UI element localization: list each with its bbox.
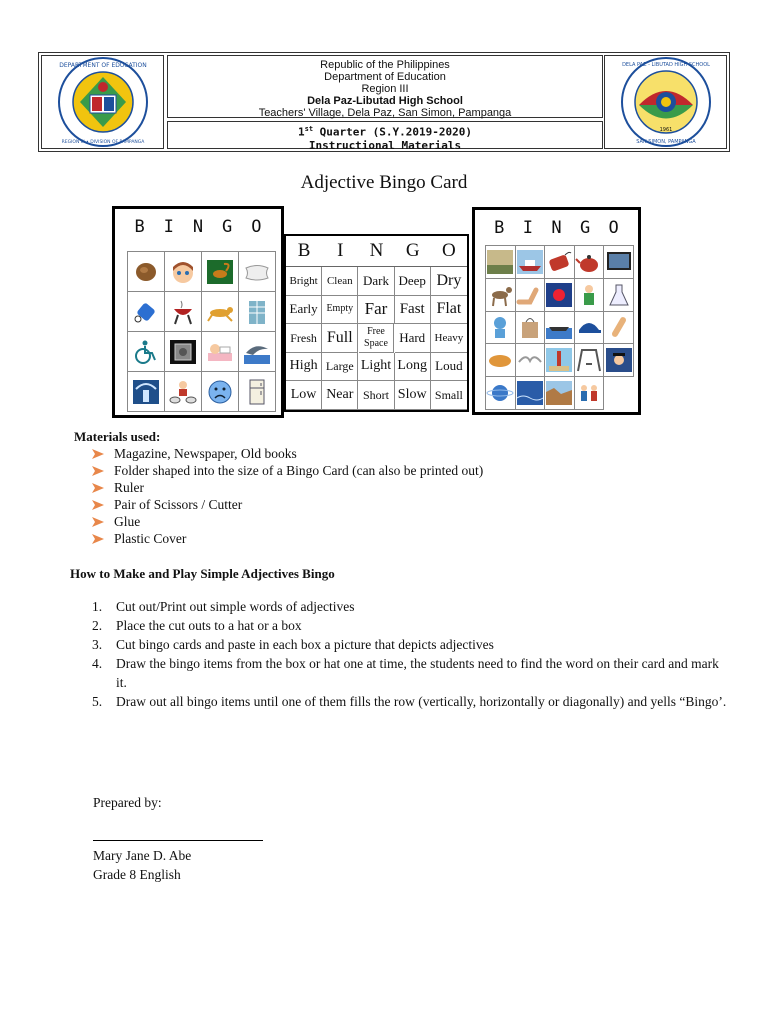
header-subtitle: Instructional Materials bbox=[308, 138, 462, 152]
picture-cell bbox=[575, 246, 605, 279]
list-item bbox=[92, 635, 732, 654]
wheelchair-icon bbox=[132, 339, 160, 365]
picture-cell bbox=[165, 292, 202, 332]
free-space-cell: Free Space bbox=[359, 324, 394, 353]
arrow-bullet-icon bbox=[92, 534, 104, 544]
card-right-letters bbox=[475, 210, 638, 242]
school-seal-year: 1961 bbox=[659, 127, 672, 133]
list-item bbox=[92, 530, 483, 547]
arrow-bullet-icon bbox=[92, 449, 104, 459]
cap-icon bbox=[575, 314, 603, 340]
school-seal-icon bbox=[619, 57, 713, 147]
drummer-icon bbox=[169, 379, 197, 405]
letter-n: N bbox=[192, 217, 204, 237]
steps-list bbox=[92, 597, 732, 711]
quarter-text: Quarter (S.Y.2019-2020) bbox=[313, 125, 472, 139]
header-quarter bbox=[168, 123, 602, 139]
picture-cell bbox=[165, 372, 202, 412]
letter-i: I bbox=[522, 218, 534, 238]
picture-cell bbox=[202, 332, 239, 372]
dolphin-icon bbox=[243, 339, 271, 365]
kids-icon bbox=[575, 380, 603, 406]
word-cell: Dry bbox=[431, 267, 467, 296]
bandage-icon bbox=[605, 314, 633, 340]
svg-text:1961 bbox=[659, 127, 672, 133]
word-cell: Loud bbox=[431, 353, 467, 382]
picture-cell bbox=[202, 252, 239, 292]
medicine-icon bbox=[132, 299, 160, 325]
word-cell: Small bbox=[431, 381, 467, 410]
card-left-letters bbox=[115, 209, 281, 241]
picture-bingo-card-left bbox=[112, 206, 284, 418]
material-item-text: Folder shaped into the size of a Bingo Card (can also be printed out) bbox=[114, 463, 484, 478]
step-text: Cut bingo cards and paste in each box a picture that depicts adjectives bbox=[116, 637, 494, 652]
picture-cell bbox=[486, 377, 516, 410]
howto-heading: How to Make and Play Simple Adjectives Bingo bbox=[70, 566, 335, 581]
svg-text:SAN SIMON, PAMPANGA bbox=[636, 139, 696, 145]
picture-cell bbox=[486, 279, 516, 312]
step-text: Draw the bingo items from the box or hat one at time, the students need to find the word on their card and mark it. bbox=[116, 656, 719, 690]
picture-cell bbox=[165, 252, 202, 292]
list-item bbox=[92, 479, 483, 496]
material-item-text: Glue bbox=[114, 514, 141, 529]
picture-cell bbox=[516, 246, 546, 279]
boat-icon bbox=[545, 314, 573, 340]
school-seal-top-text: DELA PAZ - LIBUTAD HIGH SCHOOL bbox=[621, 62, 710, 68]
author-position: Grade 8 English bbox=[93, 867, 181, 882]
picture-cell bbox=[202, 372, 239, 412]
girl-face-icon bbox=[169, 259, 197, 285]
arrow-bullet-icon bbox=[92, 517, 104, 527]
material-item-text: Magazine, Newspaper, Old books bbox=[114, 446, 297, 461]
prepared-by-label: Prepared by: bbox=[93, 795, 162, 810]
glass-building-icon bbox=[243, 299, 271, 325]
grill-icon bbox=[169, 299, 197, 325]
header-quarter-block bbox=[167, 121, 603, 152]
author-block bbox=[93, 846, 191, 884]
word-cell: Full bbox=[322, 324, 358, 353]
material-item-text: Ruler bbox=[114, 480, 144, 495]
word-cell: Long bbox=[395, 353, 431, 382]
ship-icon bbox=[516, 249, 544, 275]
school-logo-cell bbox=[604, 55, 727, 149]
arrow-bullet-icon bbox=[92, 483, 104, 493]
picture-cell bbox=[545, 377, 575, 410]
picture-cell bbox=[202, 292, 239, 332]
step-number: 3. bbox=[92, 637, 103, 652]
material-item-text: Plastic Cover bbox=[114, 531, 187, 546]
word-cell: Near bbox=[322, 381, 358, 410]
bird-icon bbox=[516, 347, 544, 373]
shopping-bag-icon bbox=[516, 314, 544, 340]
picture-cell bbox=[545, 246, 575, 279]
svg-text:DELA PAZ - LIBUTAD HIGH SCHOOL bbox=[622, 62, 710, 68]
card-left-picture-grid bbox=[127, 251, 276, 412]
card-right-picture-grid bbox=[485, 245, 634, 410]
word-cell: Fresh bbox=[286, 324, 322, 353]
step-text: Place the cut outs to a hat or a box bbox=[116, 618, 302, 633]
refrigerator-icon bbox=[243, 379, 271, 405]
picture-cell bbox=[575, 312, 605, 345]
canyon-icon bbox=[545, 380, 573, 406]
fountain-icon bbox=[132, 379, 160, 405]
list-item bbox=[92, 462, 483, 479]
word-cell: Deep bbox=[395, 267, 431, 296]
header-republic: Republic of the Philippines bbox=[320, 59, 450, 71]
picture-cell bbox=[128, 372, 165, 412]
word-cell: Dark bbox=[358, 267, 394, 296]
word-cell: Hard bbox=[395, 324, 431, 353]
safe-icon bbox=[169, 339, 197, 365]
picture-cell bbox=[516, 344, 546, 377]
school-seal-bottom-text: SAN SIMON, PAMPANGA bbox=[635, 139, 696, 145]
picture-cell bbox=[516, 279, 546, 312]
picture-bingo-card-right bbox=[472, 207, 641, 415]
step-text: Draw out all bingo items until one of them fills the row (vertically, horizontally or diagonally) and yells “Bingo’. bbox=[116, 694, 727, 709]
step-number: 1. bbox=[92, 599, 103, 614]
coconut-icon bbox=[132, 259, 160, 285]
word-card-letters bbox=[286, 236, 467, 266]
step-number: 2. bbox=[92, 618, 103, 633]
quarter-number: 1 bbox=[297, 125, 305, 139]
letter-n: N bbox=[369, 240, 384, 261]
picture-cell bbox=[545, 312, 575, 345]
word-cell: Light bbox=[358, 353, 394, 382]
letter-o: O bbox=[608, 218, 619, 238]
scorpion-icon bbox=[206, 259, 234, 285]
header-agency-block bbox=[167, 55, 603, 118]
swing-icon bbox=[575, 347, 603, 373]
deped-seal-icon bbox=[56, 57, 150, 147]
document-header bbox=[38, 52, 730, 152]
picture-cell bbox=[604, 312, 634, 345]
picture-cell bbox=[604, 344, 634, 377]
word-cell: Clean bbox=[322, 267, 358, 296]
word-card-grid bbox=[286, 266, 467, 410]
header-school-address: Teachers' Village, Dela Paz, San Simon, Pampanga bbox=[258, 107, 512, 119]
letter-g: G bbox=[222, 217, 233, 237]
list-item bbox=[92, 616, 732, 635]
letter-g: G bbox=[579, 218, 591, 238]
bread-icon bbox=[486, 347, 514, 373]
letter-o: O bbox=[442, 240, 456, 261]
person-thinking-icon bbox=[575, 282, 603, 308]
picture-cell bbox=[128, 252, 165, 292]
pillow-icon bbox=[243, 259, 271, 285]
word-cell: Low bbox=[286, 381, 322, 410]
list-item bbox=[92, 597, 732, 616]
arm-icon bbox=[516, 282, 544, 308]
letter-i: I bbox=[337, 240, 344, 261]
step-text: Cut out/Print out simple words of adjectives bbox=[116, 599, 355, 614]
picture-cell bbox=[604, 279, 634, 312]
list-item bbox=[92, 496, 483, 513]
picture-cell bbox=[545, 279, 575, 312]
word-bingo-card bbox=[284, 234, 469, 412]
word-cell: Far bbox=[358, 296, 394, 325]
material-item-text: Pair of Scissors / Cutter bbox=[114, 497, 243, 512]
list-item bbox=[92, 445, 483, 462]
picture-cell bbox=[486, 246, 516, 279]
picture-cell bbox=[239, 372, 276, 412]
teapot-icon bbox=[575, 249, 603, 275]
author-name: Mary Jane D. Abe bbox=[93, 848, 192, 863]
arrow-bullet-icon bbox=[92, 500, 104, 510]
picture-cell bbox=[545, 344, 575, 377]
word-cell: Short bbox=[358, 381, 394, 410]
dynamite-icon bbox=[545, 249, 573, 275]
cheetah-icon bbox=[206, 299, 234, 325]
word-cell: Large bbox=[322, 353, 358, 382]
picture-cell bbox=[575, 377, 605, 410]
word-cell: Empty bbox=[322, 296, 358, 325]
word-cell: Fast bbox=[395, 296, 431, 325]
picture-cell bbox=[604, 246, 634, 279]
planet-icon bbox=[486, 380, 514, 406]
list-item bbox=[92, 692, 732, 711]
list-item bbox=[92, 654, 732, 692]
robot-icon bbox=[486, 314, 514, 340]
arrow-bullet-icon bbox=[92, 466, 104, 476]
header-school-name: Dela Paz-Libutad High School bbox=[307, 95, 463, 107]
picture-cell bbox=[128, 332, 165, 372]
letter-o: O bbox=[251, 217, 262, 237]
landscape-icon bbox=[486, 249, 514, 275]
picture-cell bbox=[516, 312, 546, 345]
word-cell: Slow bbox=[395, 381, 431, 410]
letter-b: B bbox=[134, 217, 145, 237]
picture-cell bbox=[165, 332, 202, 372]
dog-icon bbox=[486, 282, 514, 308]
word-cell: High bbox=[286, 353, 322, 382]
step-number: 5. bbox=[92, 694, 103, 709]
sad-face-icon bbox=[206, 379, 234, 405]
svg-text:REGION III • DIVISION OF PAMPA bbox=[61, 139, 145, 145]
word-cell: Flat bbox=[431, 296, 467, 325]
letter-n: N bbox=[551, 218, 562, 238]
word-cell: Bright bbox=[286, 267, 322, 296]
television-icon bbox=[605, 249, 633, 275]
list-item bbox=[92, 513, 483, 530]
graduate-icon bbox=[605, 347, 633, 373]
picture-cell bbox=[486, 344, 516, 377]
deped-seal-bottom-text: REGION III • DIVISION OF PAMPANGA bbox=[61, 140, 144, 145]
deped-seal-top-text: DEPARTMENT OF EDUCATION bbox=[58, 62, 147, 69]
quarter-suffix: st bbox=[304, 125, 314, 133]
ocean-icon bbox=[516, 380, 544, 406]
header-region: Region III bbox=[361, 83, 409, 95]
materials-list bbox=[92, 445, 483, 547]
svg-text:DEPARTMENT OF EDUCATION bbox=[59, 62, 147, 69]
picture-cell bbox=[575, 279, 605, 312]
picture-cell bbox=[128, 292, 165, 332]
letter-i: I bbox=[163, 217, 174, 237]
picture-cell bbox=[239, 292, 276, 332]
tower-icon bbox=[545, 347, 573, 373]
picture-cell bbox=[486, 312, 516, 345]
picture-cell bbox=[516, 377, 546, 410]
picture-cell bbox=[239, 252, 276, 292]
picture-cell bbox=[575, 344, 605, 377]
signature-line bbox=[93, 840, 263, 841]
letter-b: B bbox=[297, 240, 311, 261]
header-department: Department of Education bbox=[324, 71, 446, 83]
deped-logo-cell bbox=[41, 55, 164, 149]
page-title: Adjective Bingo Card bbox=[300, 172, 468, 193]
materials-heading: Materials used: bbox=[74, 429, 161, 444]
letter-g: G bbox=[405, 240, 420, 261]
letter-b: B bbox=[494, 218, 505, 238]
word-cell: Heavy bbox=[431, 324, 467, 353]
cartoon-scene-icon bbox=[545, 282, 573, 308]
picture-cell bbox=[239, 332, 276, 372]
step-number: 4. bbox=[92, 656, 103, 671]
sick-kid-icon bbox=[206, 339, 234, 365]
flask-icon bbox=[605, 282, 633, 308]
word-cell: Early bbox=[286, 296, 322, 325]
